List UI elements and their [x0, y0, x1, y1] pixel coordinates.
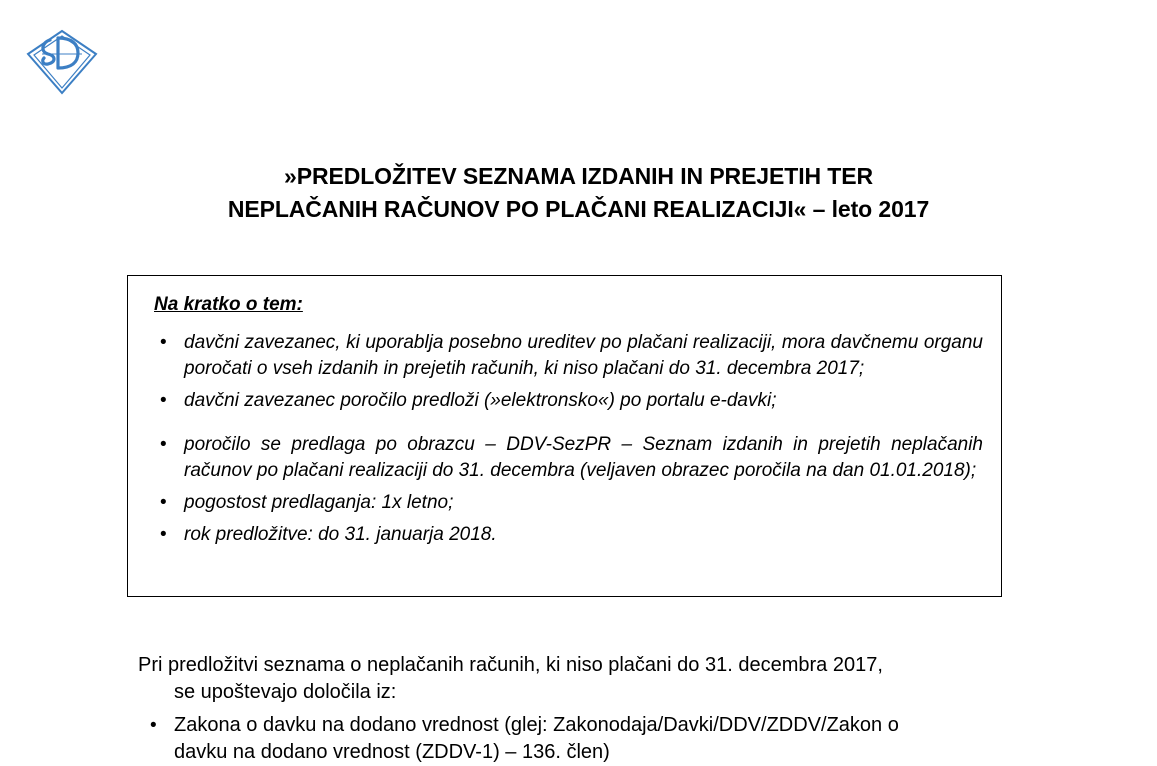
- summary-bullet-list: [146, 330, 983, 548]
- list-item: • poročilo se predlaga po obrazcu – DDV-SezPR – Seznam izdanih in prejetih neplačanih računov po plačani realizaciji do 31. decembra (veljaven obrazec poročila na dan 01.01.2018);: [146, 432, 983, 484]
- list-item: • pogostost predlaganja: 1x letno;: [146, 490, 983, 516]
- bottom-section: [138, 652, 1138, 763]
- bottom-paragraph-line-1: Pri predložitvi seznama o neplačanih računih, ki niso plačani do 31. decembra 2017,: [138, 654, 883, 676]
- company-logo: [22, 28, 102, 96]
- bottom-bullet-list: [138, 712, 1138, 739]
- page-title-line-2: NEPLAČANIH RAČUNOV PO PLAČANI REALIZACIJI« – leto 2017: [227, 196, 930, 222]
- list-item: • rok predložitve: do 31. januarja 2018.: [146, 522, 983, 548]
- list-item: • davčni zavezanec, ki uporablja posebno ureditev po plačani realizaciji, mora davčnemu organu poročati o vseh izdanih in prejetih računih, ki niso plačani do 31. decembra 2017;: [146, 330, 983, 382]
- bottom-paragraph: [138, 652, 1138, 706]
- page-title: [0, 160, 1157, 226]
- list-item: • davčni zavezanec poročilo predloži (»elektronsko«) po portalu e-davki;: [146, 388, 983, 414]
- summary-box: [127, 275, 1002, 597]
- bottom-cut-text: davku na dodano vrednost (ZDDV-1) – 136. člen): [174, 741, 610, 763]
- list-item: • Zakona o davku na dodano vrednost (glej: Zakonodaja/Davki/DDV/ZDDV/Zakon o: [138, 712, 1138, 739]
- bottom-paragraph-line-2: se upoštevajo določila iz:: [174, 681, 397, 703]
- summary-heading: Na kratko o tem:: [154, 294, 303, 315]
- diamond-logo-icon: [22, 28, 102, 96]
- page-title-line-1: »PREDLOŽITEV SEZNAMA IZDANIH IN PREJETIH TER: [284, 163, 873, 189]
